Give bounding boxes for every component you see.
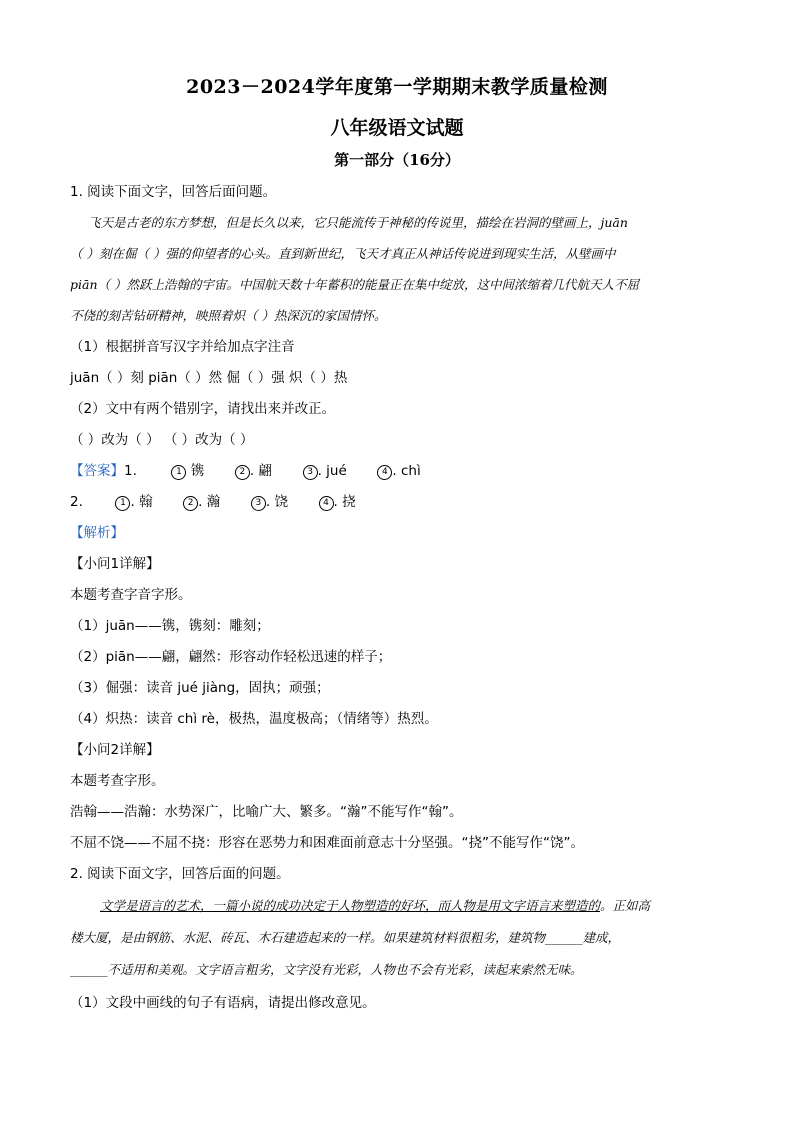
answer-item: 瀚 (206, 494, 221, 510)
q1-passage-line-1: 飞天是古老的东方梦想，但是长久以来，它只能流传于神秘的传说里，描绘在岩洞的壁画上，juān (88, 215, 628, 230)
detail1-item-3: （3）倔强：读音 jué jiàng，固执；顽强； (70, 680, 330, 696)
q1-sub1-blanks: juān（ ）刻 piān（ ）然 倔（ ）强 炽（ ）热 (70, 370, 348, 386)
answer-item: 挠 (342, 494, 356, 510)
answer-row-2-prefix: 2. (70, 494, 83, 510)
q2-sub1: （1）文段中画线的句子有语病，请提出修改意见。 (70, 995, 376, 1011)
q2-stem: 2. 阅读下面文字，回答后面的问题。 (70, 866, 290, 882)
answer-label: 【答案】 (70, 463, 124, 479)
answer-item: chì (400, 463, 421, 479)
answer-item: 镌 (190, 463, 205, 479)
circle-number-icon: 1 (171, 465, 186, 480)
q1-stem: 1. 阅读下面文字，回答后面问题。 (70, 184, 277, 200)
q1-sub2-blanks: （ ）改为（ ） （ ）改为（ ） (70, 432, 254, 448)
detail1-item-4: （4）炽热：读音 chì rè，极热，温度极高；（情绪等）热烈。 (70, 711, 438, 727)
detail1-intro: 本题考查字音字形。 (70, 587, 192, 603)
answer-item: 翩 (258, 463, 272, 479)
answer-item: 饶 (274, 494, 288, 510)
q1-sub2: （2）文中有两个错别字，请找出来并改正。 (70, 401, 336, 417)
q2-passage-line-3: ______不适用和美观。文字语言粗劣，文字没有光彩，人物也不会有光彩，读起来索然无味。 (70, 962, 583, 977)
circle-number-icon: 3 (251, 496, 266, 511)
circle-number-icon: 2 (235, 465, 250, 480)
q1-passage-line-3: piān（ ）然跃上浩翰的宇宙。中国航天数十年蓄积的能量正在集中绽放，这中间浓缩着几代航天人不屈 (70, 277, 639, 292)
part-heading: 第一部分（16分） (334, 151, 460, 169)
exam-subtitle: 八年级语文试题 (330, 117, 464, 139)
detail1-label: 【小问1详解】 (70, 556, 160, 572)
detail2-item-1: 浩翰——浩瀚：水势深广，比喻广大、繁多。“瀚”不能写作“翰”。 (70, 804, 463, 820)
q1-sub1: （1）根据拼音写汉字并给加点字注音 (70, 339, 295, 355)
circle-number-icon: 4 (319, 496, 334, 511)
answer-item: 翰 (139, 494, 153, 510)
exam-title: 2023－2024学年度第一学期期末教学质量检测 (186, 76, 608, 98)
detail1-item-2: （2）piān——翩，翩然：形容动作轻松迅速的样子； (70, 649, 392, 665)
answer-row-2: 2. 1 . 翰 2 . 瀚 3 . 饶 4 . 挠 (70, 494, 356, 510)
q1-passage-line-4: 不侥的刻苦钻研精神，映照着炽（ ）热深沉的家国情怀。 (70, 308, 387, 323)
q2-passage-line-2: 楼大厦，是由钢筋、水泥、砖瓦、木石建造起来的一样。如果建筑材料很粗劣，建筑物______建成， (70, 930, 621, 945)
q1-passage-line-2: （ ）刻在倔（ ）强的仰望者的心头。直到新世纪，飞天才真正从神话传说进到现实生活，从壁画中 (70, 246, 616, 261)
underlined-sentence: 文学是语言的艺术，一篇小说的成功决定于人物塑造的好坏，而人物是用文字语言来塑造的 (100, 898, 601, 913)
circle-number-icon: 4 (377, 465, 392, 480)
detail1-item-1: （1）juān——镌，镌刻：雕刻； (70, 618, 270, 634)
answer-row-1: 【答案】1. 1 镌 2 . 翩 3 . jué 4 . chì (70, 463, 421, 479)
circle-number-icon: 1 (115, 496, 130, 511)
answer-item: jué (326, 463, 347, 479)
circle-number-icon: 3 (303, 465, 318, 480)
detail2-label: 【小问2详解】 (70, 742, 160, 758)
q2-passage-line-1-rest: 。正如高 (600, 898, 651, 913)
answer-row-1-prefix: 1. (124, 463, 137, 479)
circle-number-icon: 2 (183, 496, 198, 511)
analysis-label: 【解析】 (70, 525, 124, 541)
detail2-intro: 本题考查字形。 (70, 773, 165, 789)
q2-passage-line-1 (100, 896, 650, 916)
detail2-item-2: 不屈不饶——不屈不挠：形容在恶势力和困难面前意志十分坚强。“挠”不能写作“饶”。 (70, 835, 584, 851)
